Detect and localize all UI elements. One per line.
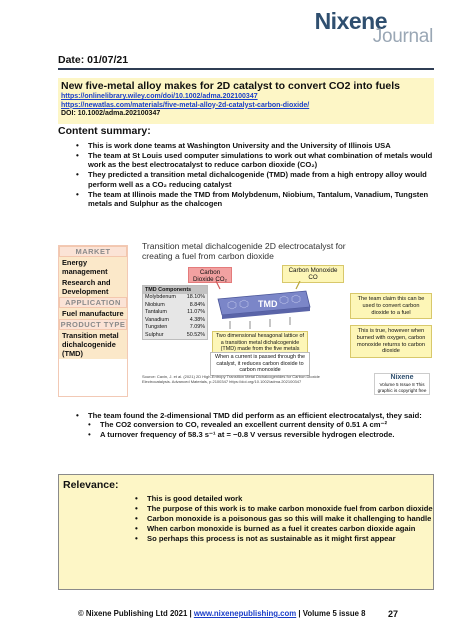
summary-point: • They predicted a transition metal dichalcogenide (TMD) made from a high entropy alloy would perform well as a CO₂ reducing catalyst (76, 170, 436, 189)
relevance-point: • When carbon monoxide is burned as a fuel it creates carbon dioxide again (135, 524, 455, 533)
tmd-row: Molybdenum 18.10% (145, 294, 205, 300)
tmd-table-header: TMD Components (143, 286, 207, 294)
article-header (58, 78, 434, 124)
relevance-point: • Carbon monoxide is a poisonous gas so this will make it challenging to handle (135, 514, 455, 523)
product-type-item: Transition metal dichalcogenide (TMD) (59, 330, 127, 359)
counter-claim-note: This is true, however when burned with oxygen, carbon monoxide returns to carbon dioxide (350, 325, 432, 358)
tmd-graphic-label: TMD (258, 299, 278, 309)
market-item: Energy management (59, 257, 127, 277)
catalyst-infographic (58, 239, 434, 397)
results-list (76, 411, 436, 440)
results-sub-point: • A turnover frequency of 58.3 s⁻¹ at = −0.8 V versus reversible hydrogen electrode. (88, 430, 436, 439)
summary-point: • This is work done teams at Washington University and the University of Illinois USA (76, 141, 436, 150)
summary-point: • The team at Illinois made the TMD from Molybdenum, Niobium, Tantalum, Vanadium, Tungsten metals and Sulphur as the chalcogen (76, 190, 436, 209)
application-item: Fuel manufacture (59, 308, 127, 319)
figure-logo-text: Volume 5 Issue 8 This graphic is copyright free (377, 382, 427, 393)
tmd-row: Sulphur 50.52% (145, 331, 205, 338)
journal-logo (283, 8, 433, 47)
figure-logo (374, 373, 430, 395)
figure-logo-brand: Nixene (390, 374, 414, 381)
claim-note: The team claim this can be used to convert carbon dioxide to a fuel (350, 293, 432, 319)
tmd-lattice-graphic (210, 281, 314, 331)
category-panel (58, 245, 128, 397)
current-caption: When a current is passed through the catalyst, it reduces carbon dioxide to carbon monoxide (210, 352, 310, 376)
tmd-row: Vanadium 4.38% (145, 316, 205, 323)
relevance-point: • So perhaps this process is not as sustainable as it might first appear (135, 534, 455, 543)
results-point: • The team found the 2-dimensional TMD did perform as an efficient electrocatalyst, they said: • The CO2 conversion to CO, revealed an excellent current density of 0.51 A cm⁻² • A turnover frequency of 58.3 s⁻¹ at = −0.8 V versus reversible hydrogen electrode. (76, 411, 436, 440)
summary-list (76, 141, 436, 209)
publisher-link[interactable]: www.nixenepublishing.com (193, 609, 297, 618)
co2-callout: Carbon Dioxide CO₂ (188, 267, 232, 283)
market-item: Research and Development (59, 277, 127, 297)
logo-journal: Journal (372, 26, 433, 47)
product-type-header: PRODUCT TYPE (60, 320, 126, 329)
relevance-point: • This is good detailed work (135, 494, 455, 503)
date-label: Date: 01/07/21 (58, 54, 434, 70)
results-sub-point: • The CO2 conversion to CO, revealed an excellent current density of 0.51 A cm⁻² (88, 420, 436, 429)
doi-reference: DOI: 10.1002/adma.202100347 (61, 110, 161, 117)
co-callout: Carbon Monoxide CO (282, 265, 344, 283)
figure-source: Source: Cavin, J. et al. (2021) 2D High-Entropy Transition Metal Dichalcogenides for Carbon Dioxide Electrocatalysis. Advanced Materials, p.2100347 https://doi.org/10.1002/adma.202100347 (142, 374, 320, 384)
relevance-list (135, 494, 455, 544)
footer-copyright: © Nixene Publishing Ltd 2021 | (78, 609, 192, 618)
application-header: APPLICATION (59, 297, 127, 308)
newatlas-link[interactable]: https://newatlas.com/materials/five-metal-alloy-2d-catalyst-carbon-dioxide/ (61, 101, 310, 109)
summary-point: • The team at St Louis used computer simulations to work out what combination of metals would work as the best electrocatalyst to reduce carbon dioxide (CO₂) (76, 151, 436, 170)
tmd-components-table (142, 285, 208, 340)
tmd-row: Tantalum 11.07% (145, 309, 205, 315)
page-number: 27 (388, 609, 399, 619)
tmd-row: Niobium 8.84% (145, 301, 205, 308)
market-header: MARKET (59, 246, 127, 257)
results-sub-list (88, 420, 436, 439)
relevance-heading: Relevance: (63, 479, 119, 491)
logo-brand: Nixene (314, 8, 387, 34)
relevance-box (58, 474, 434, 590)
page-footer (78, 609, 365, 618)
content-summary-heading: Content summary: (58, 125, 151, 137)
lattice-caption: Two dimensional hexagonal lattice of a transition metal dichalcogenide (TMD) made from the five metals (212, 331, 308, 355)
footer-volume: | Volume 5 issue 8 (298, 609, 366, 618)
figure-title: Transition metal dichalcogenide 2D electrocatalyst for creating a fuel from carbon dioxide (142, 241, 346, 261)
tmd-row: Tungsten 7.09% (145, 324, 205, 330)
wiley-link[interactable]: https://onlinelibrary.wiley.com/doi/10.1002/adma.202100347 (61, 93, 258, 100)
article-headline: New five-metal alloy makes for 2D catalyst to convert CO2 into fuels (61, 80, 401, 92)
relevance-point: • The purpose of this work is to make carbon monoxide fuel from carbon dioxide (135, 504, 455, 513)
